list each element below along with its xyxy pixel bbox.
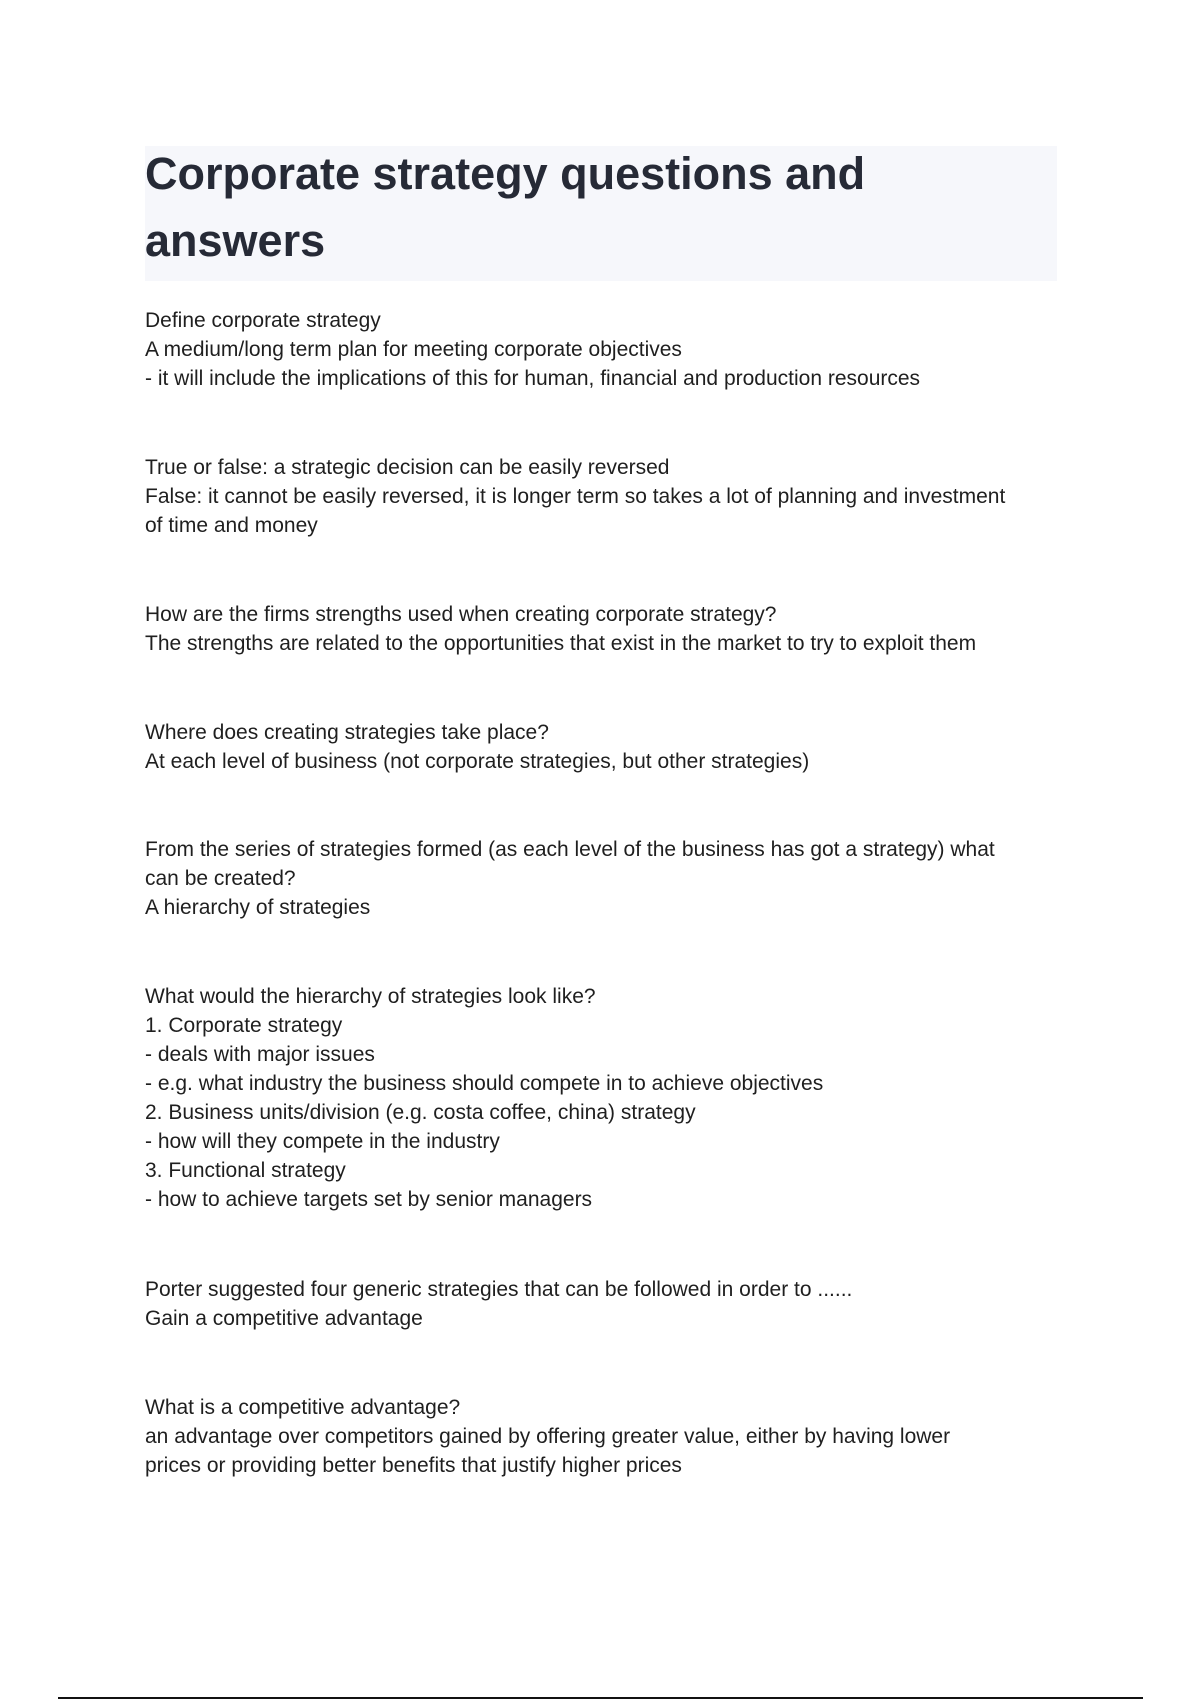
answer-line: - how to achieve targets set by senior managers	[145, 1188, 593, 1211]
answer-line: A hierarchy of strategies	[145, 896, 371, 919]
answer-line: A medium/long term plan for meeting corporate objectives	[145, 338, 682, 361]
question-text: What is a competitive advantage?	[145, 1396, 461, 1419]
answer-line: At each level of business (not corporate strategies, but other strategies)	[145, 750, 810, 773]
question-text-continued: can be created?	[145, 867, 296, 890]
answer-line: False: it cannot be easily reversed, it is longer term so takes a lot of planning and investment	[145, 485, 1006, 508]
document-title: Corporate strategy questions and answers	[145, 148, 866, 266]
question-text: From the series of strategies formed (as each level of the business has got a strategy) what	[145, 838, 995, 861]
qa-item-8	[145, 1393, 1065, 1480]
answer-line: an advantage over competitors gained by offering greater value, either by having lower	[145, 1425, 951, 1448]
answer-line: 1. Corporate strategy	[145, 1014, 343, 1037]
qa-item-1	[145, 306, 1065, 393]
answer-line: 2. Business units/division (e.g. costa coffee, china) strategy	[145, 1101, 696, 1124]
qa-item-2	[145, 453, 1065, 540]
answer-line: - how will they compete in the industry	[145, 1130, 500, 1153]
answer-line: The strengths are related to the opportunities that exist in the market to try to exploit them	[145, 632, 977, 655]
qa-item-6	[145, 982, 1065, 1214]
qa-item-4	[145, 718, 1065, 776]
answer-line: - it will include the implications of this for human, financial and production resources	[145, 367, 921, 390]
question-text: Define corporate strategy	[145, 309, 381, 332]
bottom-divider	[58, 1697, 1143, 1699]
question-text: True or false: a strategic decision can be easily reversed	[145, 456, 670, 479]
question-text: What would the hierarchy of strategies look like?	[145, 985, 596, 1008]
answer-line: Gain a competitive advantage	[145, 1307, 423, 1330]
question-text: How are the firms strengths used when creating corporate strategy?	[145, 603, 777, 626]
qa-item-5	[145, 835, 1065, 922]
answer-line: of time and money	[145, 514, 318, 537]
answer-line: prices or providing better benefits that justify higher prices	[145, 1454, 682, 1477]
qa-item-7	[145, 1275, 1065, 1333]
answer-line: - deals with major issues	[145, 1043, 375, 1066]
question-text: Porter suggested four generic strategies that can be followed in order to ......	[145, 1278, 853, 1301]
qa-item-3	[145, 600, 1065, 658]
answer-line: 3. Functional strategy	[145, 1159, 346, 1182]
question-text: Where does creating strategies take place?	[145, 721, 549, 744]
answer-line: - e.g. what industry the business should compete in to achieve objectives	[145, 1072, 824, 1095]
